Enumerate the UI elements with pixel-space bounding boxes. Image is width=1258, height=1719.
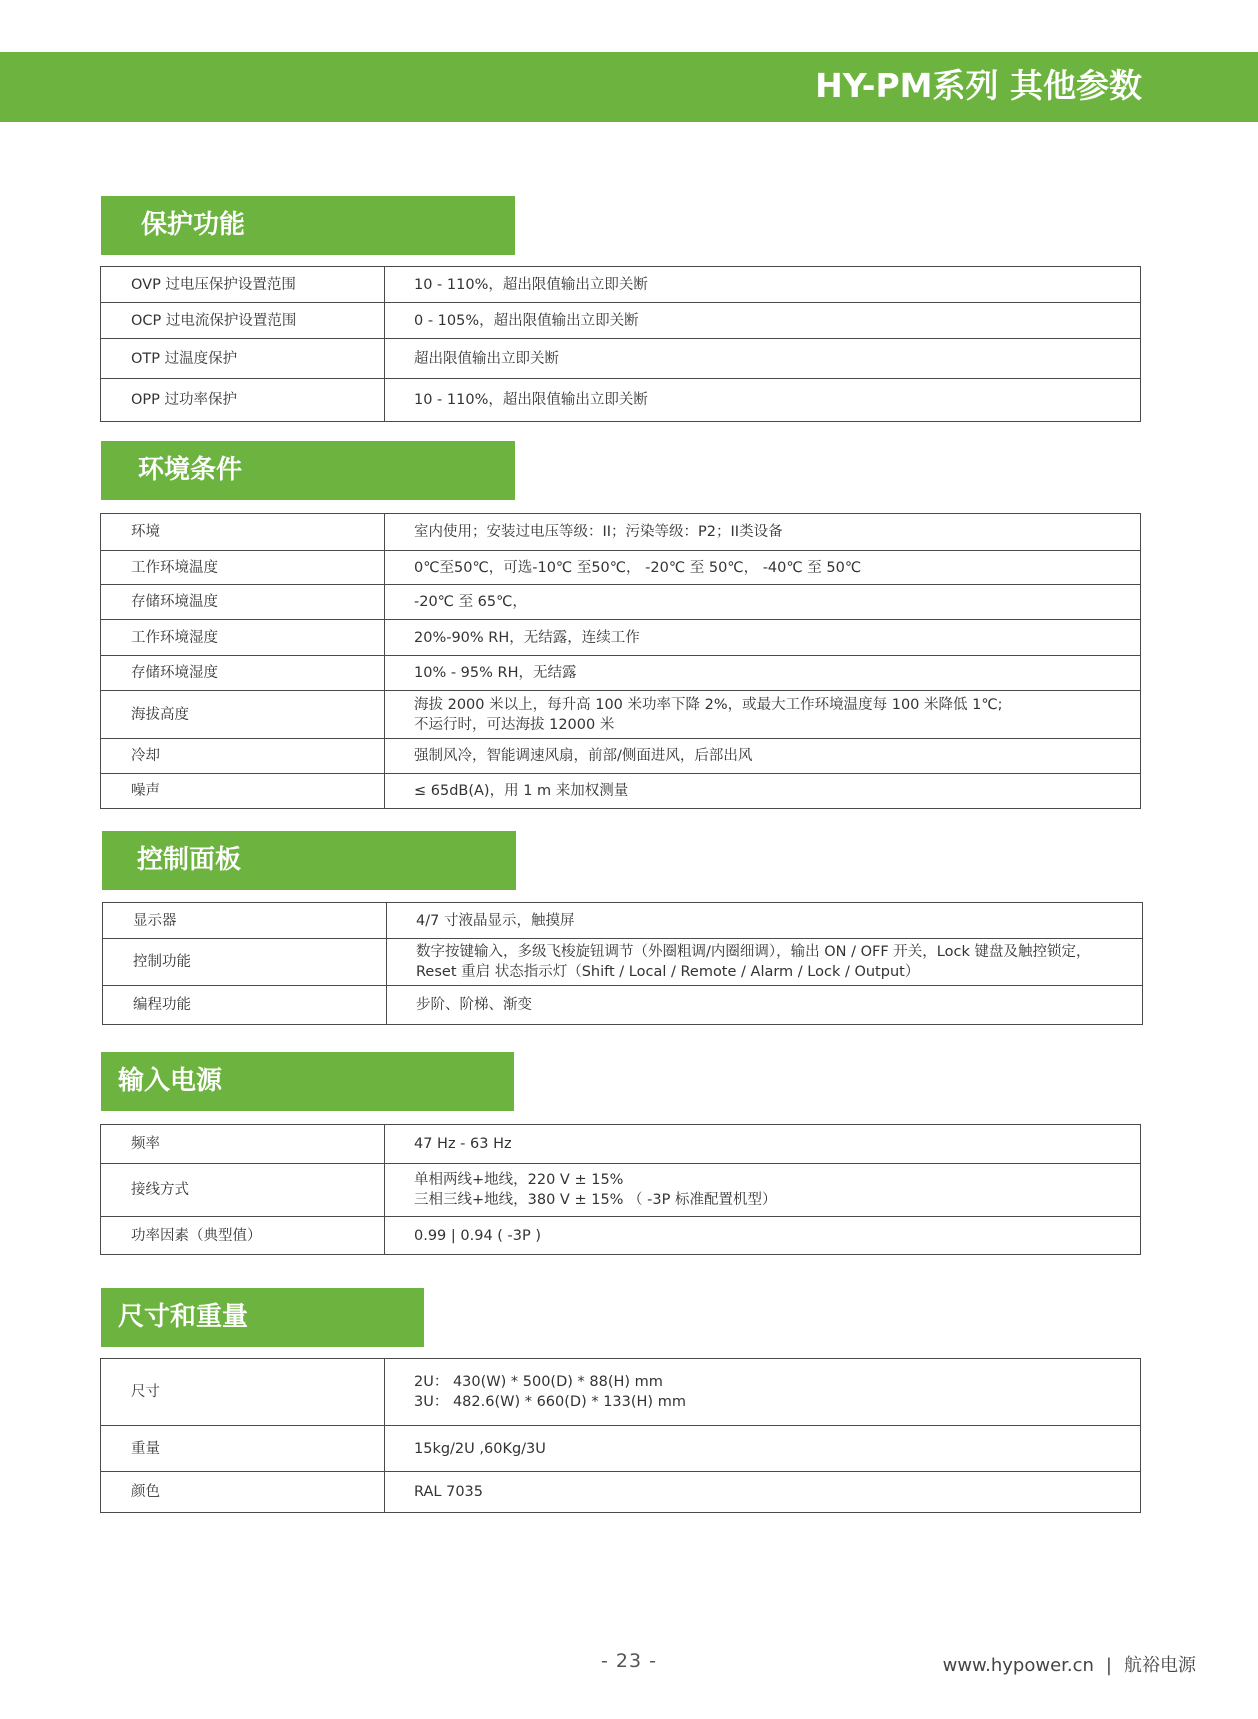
spec-table [100,1358,1141,1513]
table-row [101,691,1141,739]
spec-label: 颜色 [101,1472,385,1513]
table-row [101,339,1141,379]
table-row [101,1164,1141,1217]
footer-separator: | [1105,1655,1112,1676]
spec-label: 存储环境湿度 [101,656,385,691]
spec-label: 控制功能 [103,939,387,986]
spec-table [100,266,1141,422]
website-link[interactable]: www.hypower.cn [942,1655,1094,1676]
spec-label: 重量 [101,1426,385,1472]
section-header: 控制面板 [102,831,516,890]
spec-value-line: 15kg/2U ,60Kg/3U [414,1440,546,1457]
spec-value [385,1426,1141,1472]
spec-value-line: 不运行时，可达海拔 12000 米 [414,716,615,733]
spec-label: 工作环境温度 [101,551,385,585]
spec-table [100,513,1141,809]
spec-value-line: 强制风冷，智能调速风扇，前部/侧面进风，后部出风 [414,748,753,764]
table-row [101,379,1141,422]
spec-value [387,986,1143,1025]
spec-value-line: 2U： 430(W) * 500(D) * 88(H) mm [414,1374,663,1390]
spec-label: 功率因素（典型值） [101,1217,385,1255]
page-number: - 23 - [601,1650,657,1672]
spec-label: OTP 过温度保护 [101,339,385,379]
spec-table [102,902,1143,1025]
spec-value-line: 0℃至50℃，可选-10℃ 至50℃， -20℃ 至 50℃， -40℃ 至 50℃ [414,559,862,576]
table-row [101,303,1141,339]
table-row [103,939,1143,986]
spec-label: 接线方式 [101,1164,385,1217]
table-row [101,739,1141,774]
spec-value [385,514,1141,551]
table-row [101,1472,1141,1513]
spec-value-line: 数字按键输入，多级飞梭旋钮调节（外圈粗调/内圈细调），输出 ON / OFF 开关，Lock 键盘及触控锁定， [416,944,1091,960]
table-row [101,1426,1141,1472]
spec-value-line: 3U： 482.6(W) * 660(D) * 133(H) mm [414,1394,686,1410]
spec-value-line: Reset 重启 状态指示灯（Shift / Local / Remote / Alarm / Lock / Output） [416,964,920,980]
spec-value-line: RAL 7035 [414,1484,483,1500]
spec-value-line: 10 - 110%，超出限值输出立即关断 [414,392,648,408]
spec-value [385,1472,1141,1513]
spec-value-line: 10 - 110%，超出限值输出立即关断 [414,276,648,293]
company-name: 航裕电源 [1124,1655,1196,1676]
top-banner [0,52,1258,122]
spec-value-line: 步阶、阶梯、渐变 [416,997,532,1013]
table-row [103,903,1143,939]
section-header: 环境条件 [101,441,515,500]
table-row [101,656,1141,691]
spec-label: 工作环境湿度 [101,620,385,656]
spec-value-line: 超出限值输出立即关断 [414,350,559,367]
spec-value-line: 0.99 | 0.94 ( -3P ) [414,1227,542,1244]
spec-label: 海拔高度 [101,691,385,739]
table-row [101,551,1141,585]
section-header: 保护功能 [101,196,515,255]
spec-value-line: 4/7 寸液晶显示，触摸屏 [416,912,575,929]
table-row [101,774,1141,809]
spec-value [385,585,1141,620]
spec-label: 编程功能 [103,986,387,1025]
spec-value [385,1125,1141,1164]
table-row [101,267,1141,303]
spec-label: 频率 [101,1125,385,1164]
spec-value [385,620,1141,656]
spec-value [385,739,1141,774]
spec-value-line: 海拔 2000 米以上，每升高 100 米功率下降 2%，或最大工作环境温度每 100 米降低 1℃; [414,696,1003,713]
spec-value [385,656,1141,691]
table-row [101,620,1141,656]
spec-label: 尺寸 [101,1359,385,1426]
spec-value [385,691,1141,739]
spec-value [385,303,1141,339]
spec-value [385,339,1141,379]
table-row [101,1217,1141,1255]
section-header: 尺寸和重量 [101,1288,424,1347]
spec-value [385,1359,1141,1426]
page-title: HY-PM系列 其他参数 [815,66,1142,105]
spec-value [385,267,1141,303]
spec-value-line: 单相两线+地线，220 V ± 15% [414,1172,624,1188]
spec-label: 噪声 [101,774,385,809]
spec-value [387,903,1143,939]
table-row [101,514,1141,551]
spec-label: OVP 过电压保护设置范围 [101,267,385,303]
table-row [101,1125,1141,1164]
spec-value-line: 0 - 105%，超出限值输出立即关断 [414,312,639,329]
spec-value-line: 47 Hz - 63 Hz [414,1136,512,1152]
footer-brand [943,1651,1196,1677]
spec-value-line: ≤ 65dB(A)，用 1 m 来加权测量 [414,783,629,799]
spec-value-line: 10% - 95% RH，无结露 [414,665,577,681]
table-row [101,1359,1141,1426]
spec-value-line: -20℃ 至 65℃， [414,594,527,610]
spec-label: OCP 过电流保护设置范围 [101,303,385,339]
spec-label: 环境 [101,514,385,551]
spec-value [385,379,1141,422]
spec-value-line: 20%-90% RH，无结露，连续工作 [414,629,640,646]
spec-value [385,1217,1141,1255]
table-row [101,585,1141,620]
spec-value [385,774,1141,809]
spec-label: OPP 过功率保护 [101,379,385,422]
spec-value-line: 室内使用；安装过电压等级：II；污染等级：P2；II类设备 [414,524,783,540]
section-header: 输入电源 [101,1052,514,1111]
table-row [103,986,1143,1025]
spec-value [387,939,1143,986]
spec-label: 存储环境温度 [101,585,385,620]
spec-value [385,1164,1141,1217]
spec-value [385,551,1141,585]
spec-label: 冷却 [101,739,385,774]
spec-label: 显示器 [103,903,387,939]
spec-table [100,1124,1141,1255]
spec-value-line: 三相三线+地线，380 V ± 15% （ -3P 标准配置机型） [414,1192,777,1208]
